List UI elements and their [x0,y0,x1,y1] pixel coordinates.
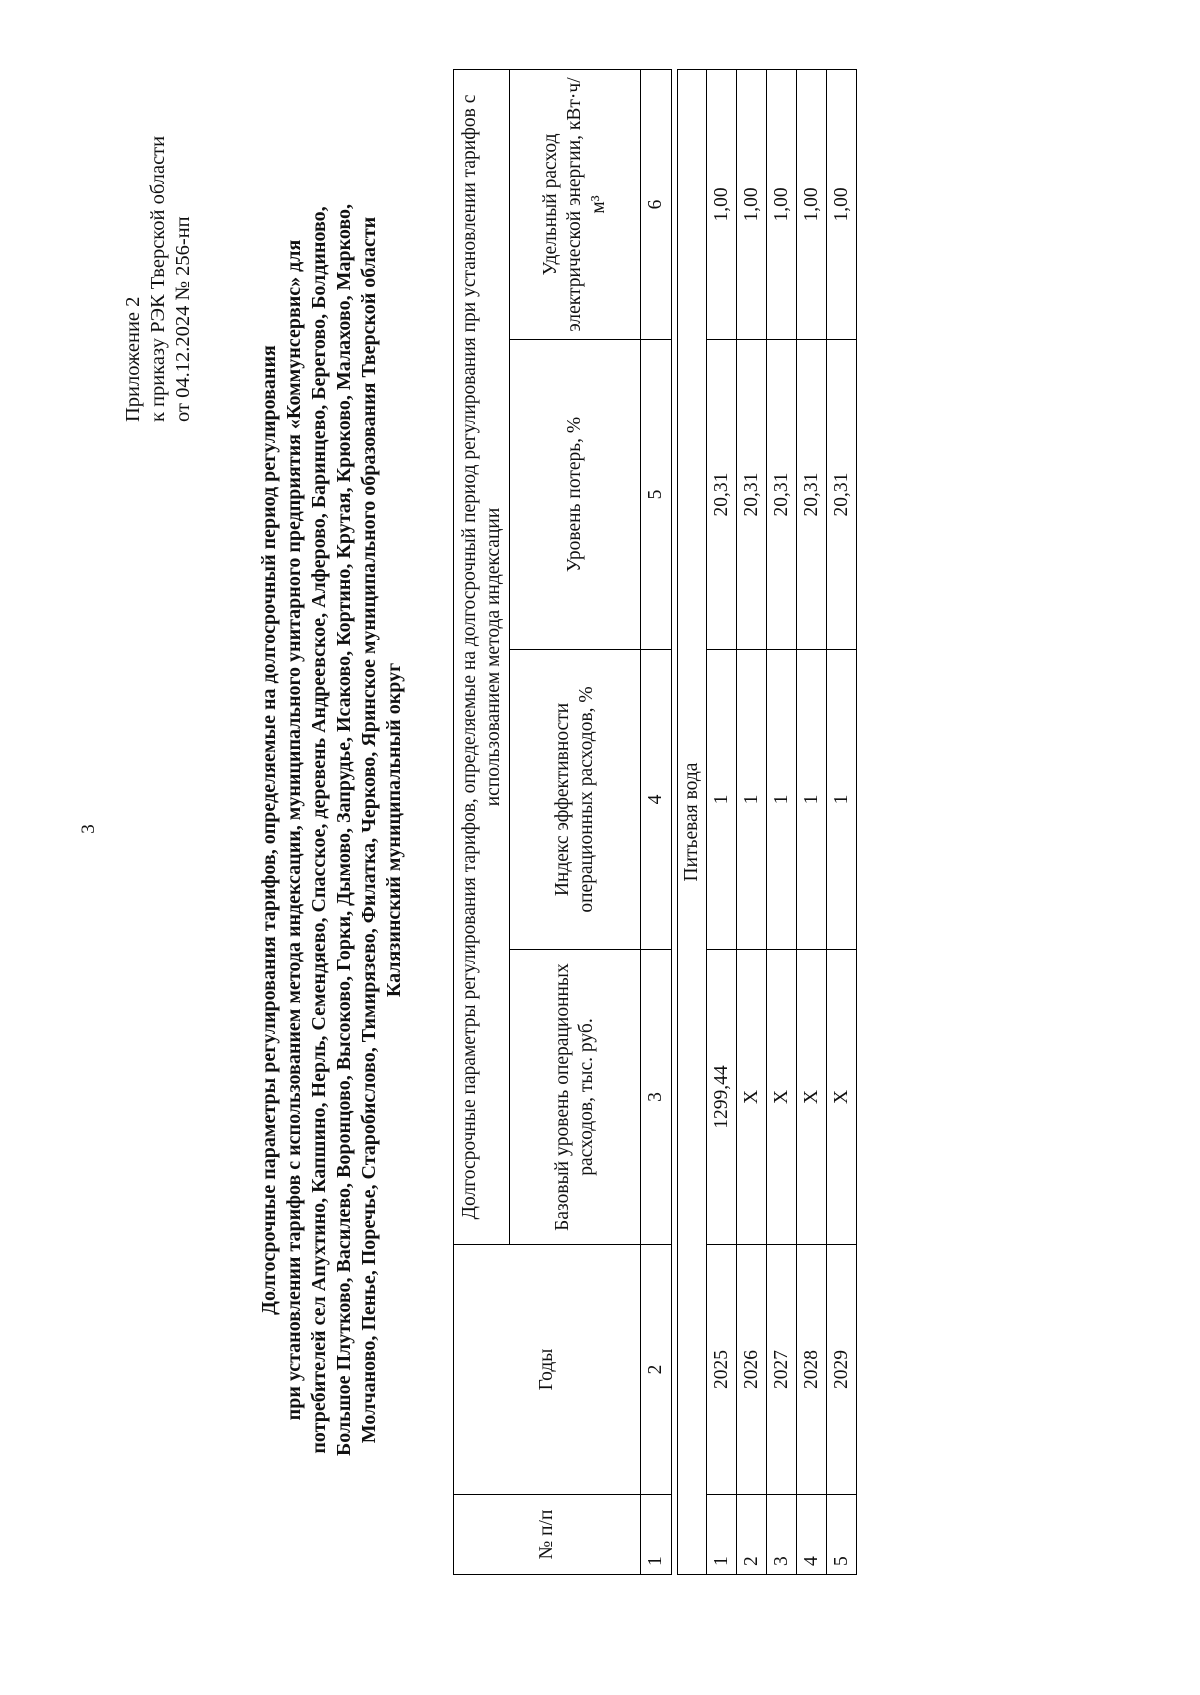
cell-year: 2027 [767,1245,797,1495]
title-line-2: при установлении тарифов с использованием метода индексации, муниципального унитарного предприятия «Коммунсервис» для [283,239,305,1421]
title-line-6: Калязинский муниципальный округ [383,662,405,998]
title-line-5: Молчаново, Пенье, Поречье, Старобислово, Тимирязево, Филатка, Черково, Яринское муниципального образования Тверской области [358,216,380,1444]
column-number-cell: 1 [641,1495,672,1575]
attachment-line-2: к приказу РЭК Тверской области [147,135,169,422]
title-line-3: потребителей сел Апухтино, Капшино, Нерль, Семендяево, Спасское, деревень Андреевское, Алферово, Баринцево, Берегово, Болдиново, [308,206,330,1454]
cell-loss-level: 20,31 [737,340,767,650]
cell-year: 2028 [797,1245,827,1495]
header-base-level: Базовый уровень операционных расходов, тыс. руб. [510,950,641,1245]
table-row [767,69,797,1574]
column-number-cell: 5 [641,340,672,650]
cell-energy-rate: 1,00 [767,69,797,339]
column-number-cell: 4 [641,650,672,950]
column-number-cell: 6 [641,69,672,339]
page-number: 3 [77,824,99,834]
table-row [707,69,737,1574]
cell-number: 5 [827,1495,857,1575]
column-number-cell: 3 [641,950,672,1245]
cell-efficiency-index: 1 [827,650,857,950]
header-group: Долгосрочные параметры регулирования тарифов, определяемые на долгосрочный период регулирования при установлении тарифов с использованием метода индексации [454,69,510,1244]
cell-energy-rate: 1,00 [737,69,767,339]
table-row [737,69,767,1574]
cell-loss-level: 20,31 [707,340,737,650]
cell-efficiency-index: 1 [797,650,827,950]
cell-efficiency-index: 1 [707,650,737,950]
section-row [678,69,707,1574]
cell-energy-rate: 1,00 [827,69,857,339]
cell-base-level: Х [797,950,827,1245]
cell-loss-level: 20,31 [827,340,857,650]
attachment-line-3: от 04.12.2024 № 256-нп [172,216,194,422]
cell-base-level: 1299,44 [707,950,737,1245]
cell-efficiency-index: 1 [737,650,767,950]
header-efficiency-index: Индекс эффективности операционных расходов, % [510,650,641,950]
header-energy-rate: Удельный расход электрической энергии, кВт·ч/м³ [510,69,641,339]
section-title: Питьевая вода [678,69,707,1574]
cell-number: 3 [767,1495,797,1575]
cell-base-level: Х [767,950,797,1245]
cell-year: 2025 [707,1245,737,1495]
cell-base-level: Х [737,950,767,1245]
cell-number: 4 [797,1495,827,1575]
cell-loss-level: 20,31 [797,340,827,650]
cell-year: 2029 [827,1245,857,1495]
cell-number: 2 [737,1495,767,1575]
attachment-line-1: Приложение 2 [122,296,144,422]
attachment-note [121,136,196,422]
document-title [257,90,407,1570]
title-line-1: Долгосрочные параметры регулирования тарифов, определяемые на долгосрочный период регулирования [258,345,280,1315]
parameters-table [453,69,857,1575]
cell-number: 1 [707,1495,737,1575]
cell-year: 2026 [737,1245,767,1495]
cell-base-level: Х [827,950,857,1245]
header-number: № п/п [454,1495,641,1575]
table-row [827,69,857,1574]
table-row [797,69,827,1574]
cell-energy-rate: 1,00 [707,69,737,339]
cell-loss-level: 20,31 [767,340,797,650]
cell-energy-rate: 1,00 [797,69,827,339]
column-number-row [641,69,672,1574]
header-row-top [454,69,510,1574]
header-loss-level: Уровень потерь, % [510,340,641,650]
title-line-4: Большое Плутково, Василево, Воронцово, Высоково, Горки, Дымово, Запрудье, Исаково, Кортино, Крутая, Крюково, Малахово, Марково, [333,203,355,1457]
cell-efficiency-index: 1 [767,650,797,950]
column-number-cell: 2 [641,1245,672,1495]
header-years: Годы [454,1245,641,1495]
